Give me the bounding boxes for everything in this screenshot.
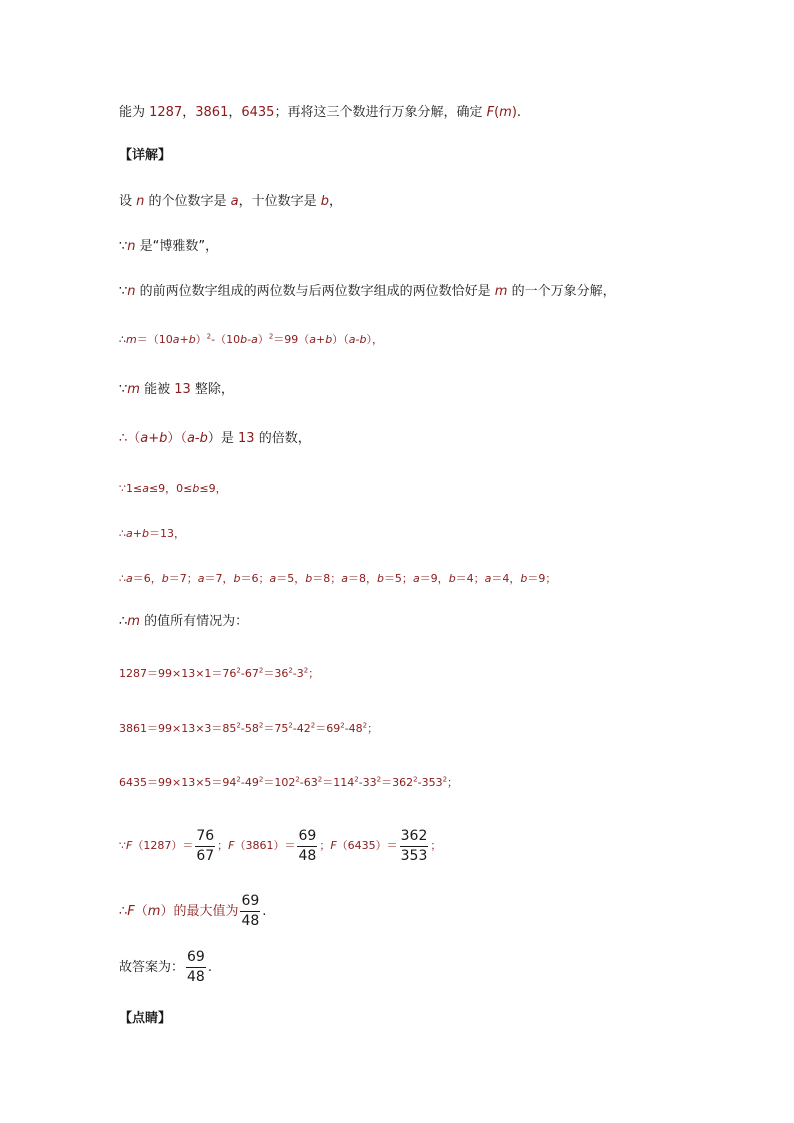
text-line-7: ∴（a+b）（a-b）是 13 的倍数， [119,431,311,446]
fraction-76-67: $\frac{76}{67}$ [196,827,215,864]
text-line-4: ∵n 的前两位数字组成的两位数与后两位数字组成的两位数恰好是 m 的一个万象分解， [119,284,616,299]
text-line-9: ∴a+b＝13， [119,527,185,540]
text-line-2: 设 n 的个位数字是 a，十位数字是 b， [119,194,343,209]
section-heading-detail: 【详解】 [119,148,172,163]
text-line-8: ∵1≤a≤9，0≤b≤9， [119,482,227,495]
text-line-6: ∵m 能被 13 整除， [119,382,234,397]
equation-1287: $1287=99\times 13\times 1=76^2-67^2=36^2-3^2$； [119,666,320,680]
max-value-line: ∴F（m）的最大值为 $\frac{69}{48}$ . [119,893,267,929]
text-line-5: $\therefore m=(10a+b)^2-(10b-a)^2=99(a+b)(a-b)$， [119,332,383,346]
fraction-max-69-48: $\frac{69}{48}$ [241,893,260,929]
fraction-answer-69-48: $\frac{69}{48}$ [187,949,205,985]
answer-line: 故答案为： $\frac{69}{48}$ . [119,949,212,985]
fraction-line-f-values: ∵F（1287）＝ $\frac{76}{67}$ ；F（3861）＝ $\frac{69}{48}$ ；F（6435）＝ $\frac{362}{353}$ ； [119,827,442,864]
fraction-69-48: $\frac{69}{48}$ [298,827,317,864]
section-heading-remark: 【点睛】 [119,1011,172,1026]
fraction-362-353: $\frac{362}{353}$ [400,827,428,864]
text-line-3: ∵n 是“博雅数”， [119,239,219,254]
text-line-1: 能为 1287，3861，6435；再将这三个数进行万象分解，确定 F(m). [119,105,522,120]
text-line-11: ∴m 的值所有情况为： [119,614,249,629]
equation-3861: $3861=99\times 13\times 3=85^2-58^2=75^2-42^2=69^2-48^2$； [119,721,379,735]
equation-6435: $6435=99\times 13\times 5=94^2-49^2=102^2-63^2=114^2-33^2=362^2-353^2$； [119,775,459,789]
text-line-10: ∴a＝6，b＝7；a＝7，b＝6；a＝5，b＝8；a＝8，b＝5；a＝9，b＝4；a＝4，b＝9； [119,572,557,585]
